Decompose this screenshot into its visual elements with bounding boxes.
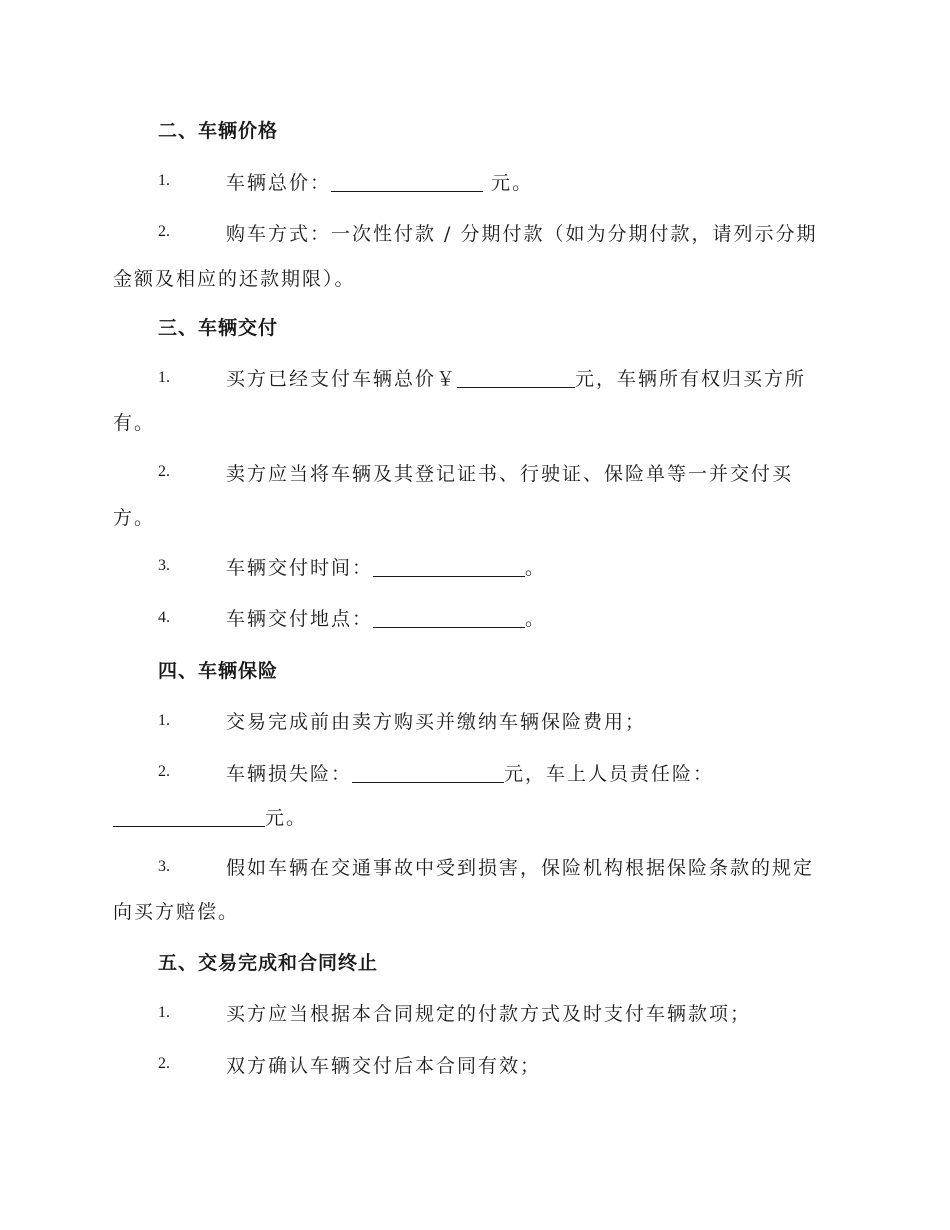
insurance-item3-line1: 假如车辆在交通事故中受到损害，保险机构根据保险条款的规定: [226, 857, 815, 879]
documents-line2: 方。: [113, 507, 156, 529]
insurance-item1: 交易完成前由卖方购买并缴纳车辆保险费用；: [226, 711, 647, 733]
total-price-unit: 元。: [491, 172, 534, 194]
delivery-place-blank: [373, 609, 525, 628]
damage-insurance-label: 车辆损失险：: [226, 763, 353, 785]
delivery-place-line: [226, 604, 546, 631]
item-number: 2.: [158, 1055, 170, 1072]
delivery-time-end: 。: [525, 557, 547, 579]
payment-method-line1: 购车方式：一次性付款 / 分期付款（如为分期付款，请列示分期: [226, 223, 818, 245]
completion-item1: 买方应当根据本合同规定的付款方式及时支付车辆款项；: [226, 1003, 752, 1025]
item-number: 1.: [158, 1004, 170, 1021]
item-number: 3.: [158, 557, 170, 574]
total-price-line: [226, 168, 533, 195]
item-number: 2.: [158, 463, 170, 480]
passenger-insurance-unit: 元。: [265, 807, 308, 829]
payment-method-line2: 金额及相应的还款期限）。: [113, 268, 356, 290]
item-number: 3.: [158, 858, 170, 875]
delivery-place-label: 车辆交付地点：: [226, 608, 374, 630]
delivery-place-end: 。: [525, 608, 547, 630]
paid-price-line1: [226, 364, 806, 391]
paid-price-rest: 元，车辆所有权归买方所: [575, 368, 807, 390]
paid-price-blank: [457, 369, 575, 388]
documents-line1: 卖方应当将车辆及其登记证书、行驶证、保险单等一并交付买: [226, 463, 794, 485]
item-number: 4.: [158, 609, 170, 626]
section-heading-delivery: 三、车辆交付: [158, 317, 279, 339]
delivery-time-blank: [373, 558, 525, 577]
insurance-item2-line1: [226, 759, 714, 786]
damage-insurance-blank: [352, 764, 504, 783]
section-heading-insurance: 四、车辆保险: [158, 660, 279, 682]
passenger-insurance-blank: [113, 808, 265, 827]
insurance-item3-line2: 向买方赔偿。: [113, 901, 240, 923]
section-heading-completion: 五、交易完成和合同终止: [158, 952, 379, 974]
delivery-time-line: [226, 553, 546, 580]
item-number: 1.: [158, 172, 170, 189]
insurance-item2-line2: [113, 803, 307, 830]
section-heading-price: 二、车辆价格: [158, 120, 279, 142]
item-number: 1.: [158, 712, 170, 729]
total-price-blank: [331, 173, 483, 192]
item-number: 2.: [158, 223, 170, 240]
delivery-time-label: 车辆交付时间：: [226, 557, 374, 579]
total-price-label: 车辆总价：: [226, 172, 332, 194]
paid-price-line2: 有。: [113, 412, 156, 434]
passenger-insurance-label: 元，车上人员责任险：: [504, 763, 715, 785]
paid-price-label: 买方已经支付车辆总价￥: [226, 368, 458, 390]
completion-item2: 双方确认车辆交付后本合同有效；: [226, 1055, 542, 1077]
item-number: 2.: [158, 763, 170, 780]
item-number: 1.: [158, 369, 170, 386]
